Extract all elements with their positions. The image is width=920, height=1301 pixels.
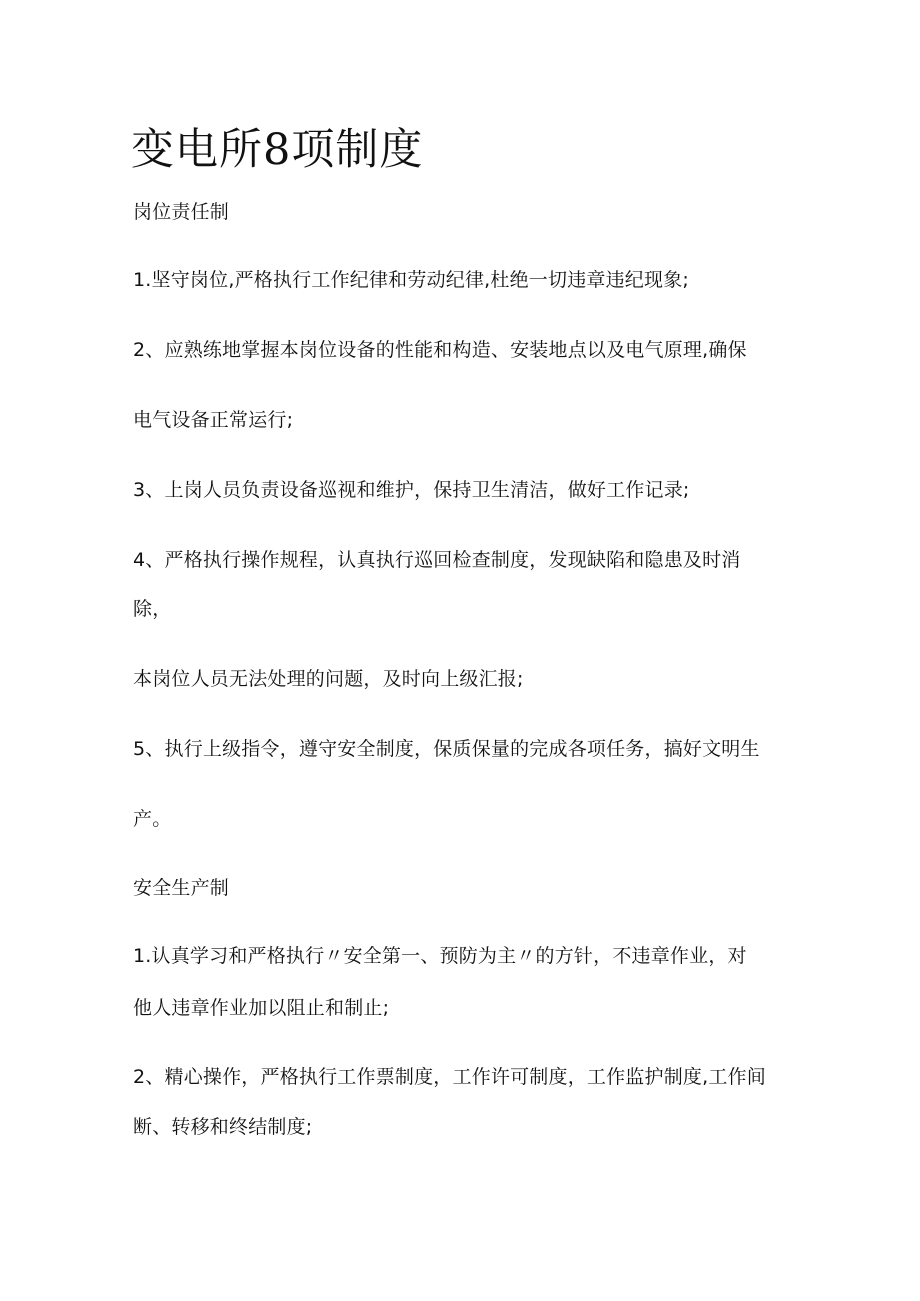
document-title: 变电所8项制度 — [131, 125, 424, 175]
paragraph-line: 产。 — [133, 808, 172, 830]
paragraph-line: 1.坚守岗位,严格执行工作纪律和劳动纪律,杜绝一切违章违纪现象; — [133, 269, 690, 291]
paragraph-line: 4、严格执行操作规程，认真执行巡回检查制度，发现缺陷和隐患及时消 — [133, 549, 741, 571]
paragraph-line: 本岗位人员无法处理的问题，及时向上级汇报; — [133, 668, 524, 690]
paragraph-line: 除， — [133, 598, 172, 620]
paragraph-line: 断、转移和终结制度; — [133, 1116, 313, 1138]
paragraph-line: 3、上岗人员负责设备巡视和维护，保持卫生清洁，做好工作记录; — [133, 479, 690, 501]
section-heading-safety-production: 安全生产制 — [133, 877, 230, 899]
paragraph-line: 他人违章作业加以阻止和制止; — [133, 997, 390, 1019]
section-heading-job-responsibility: 岗位责任制 — [133, 201, 230, 223]
paragraph-line: 5、执行上级指令，遵守安全制度，保质保量的完成各项任务，搞好文明生 — [133, 738, 760, 760]
paragraph-line: 2、精心操作，严格执行工作票制度，工作许可制度，工作监护制度,工作间 — [133, 1066, 766, 1088]
paragraph-line: 电气设备正常运行; — [133, 409, 294, 431]
paragraph-line: 1.认真学习和严格执行〃安全第一、预防为主〃的方针，不违章作业，对 — [133, 945, 747, 967]
paragraph-line: 2、应熟练地掌握本岗位设备的性能和构造、安装地点以及电气原理,确保 — [133, 339, 747, 361]
